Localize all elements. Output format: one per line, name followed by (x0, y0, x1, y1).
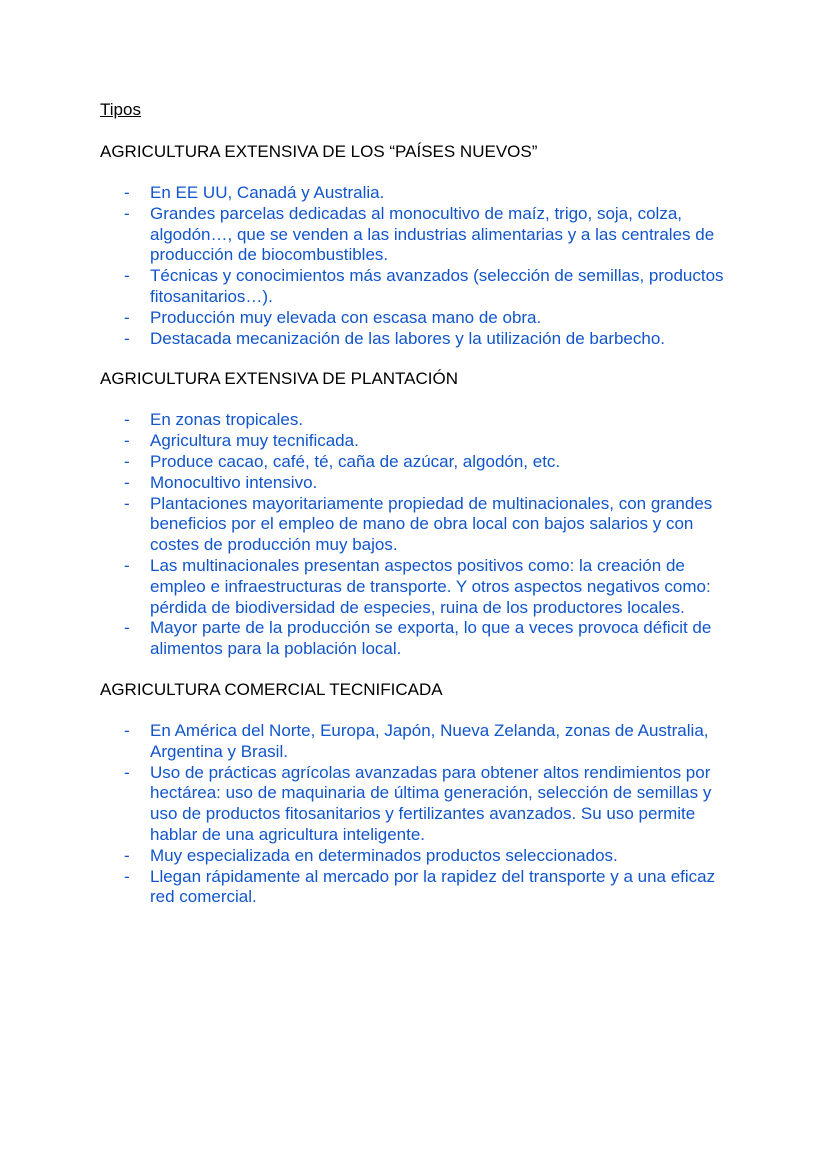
bullet-dash: - (124, 451, 130, 471)
section-heading-comercial-tecnificada: AGRICULTURA COMERCIAL TECNIFICADA (100, 679, 443, 699)
bullet-dash: - (124, 431, 130, 451)
list-item-text: En zonas tropicales. (150, 410, 304, 430)
list-item (100, 556, 740, 618)
section-list-comercial-tecnificada (100, 721, 740, 908)
list-item (100, 494, 740, 556)
list-item (100, 204, 740, 266)
bullet-dash: - (124, 866, 130, 886)
bullet-dash: - (124, 472, 130, 492)
list-item (100, 329, 740, 350)
page-title: Tipos (100, 100, 141, 119)
bullet-dash: - (124, 720, 130, 740)
bullet-dash: - (124, 266, 130, 286)
list-item-text: Produce cacao, café, té, caña de azúcar, algodón, etc. (150, 451, 561, 471)
list-item (100, 431, 740, 452)
section-heading-paises-nuevos: AGRICULTURA EXTENSIVA DE LOS “PAÍSES NUEVOS” (100, 142, 538, 161)
list-item (100, 473, 740, 494)
section-list-paises-nuevos (100, 183, 740, 349)
list-item (100, 721, 740, 763)
bullet-dash: - (124, 762, 130, 782)
bullet-dash: - (124, 307, 130, 327)
list-item-text: Producción muy elevada con escasa mano de obra. (150, 307, 542, 327)
bullet-dash: - (124, 618, 130, 638)
bullet-dash: - (124, 493, 130, 513)
list-item-text: Mayor parte de la producción se exporta, lo que a veces provoca déficit de alimentos para la población local. (150, 618, 712, 659)
list-item (100, 867, 740, 909)
bullet-dash: - (124, 183, 130, 202)
list-item (100, 763, 740, 846)
list-item-text: Técnicas y conocimientos más avanzados (selección de semillas, productos fitosanitarios…). (150, 266, 724, 306)
list-item (100, 452, 740, 473)
list-item (100, 410, 740, 431)
list-item (100, 308, 740, 329)
list-item-text: Monocultivo intensivo. (150, 472, 318, 492)
list-item-text: Plantaciones mayoritariamente propiedad de multinacionales, con grandes beneficios por el empleo de mano de obra local con bajos salarios y con costes de producción muy bajos. (150, 493, 713, 555)
list-item-text: Muy especializada en determinados productos seleccionados. (150, 845, 618, 865)
document-body (100, 100, 740, 908)
bullet-dash: - (124, 328, 130, 348)
list-item (100, 266, 740, 308)
list-item-text: Llegan rápidamente al mercado por la rapidez del transporte y a una eficaz red comercial. (150, 866, 716, 907)
list-item-text: Uso de prácticas agrícolas avanzadas para obtener altos rendimientos por hectárea: uso de maquinaria de última generación, selección de semillas y uso de productos fitosanitarios y fertilizantes avanzados. Su uso permite hablar de una agricultura inteligente. (150, 762, 712, 844)
list-item-text: Las multinacionales presentan aspectos positivos como: la creación de empleo e infraestructuras de transporte. Y otros aspectos negativos como: pérdida de biodiversidad de especies, ruina de los productores locales. (150, 555, 711, 617)
list-item-text: Destacada mecanización de las labores y la utilización de barbecho. (150, 328, 666, 348)
list-item-text: Grandes parcelas dedicadas al monocultivo de maíz, trigo, soja, colza, algodón…, que se venden a las industrias alimentarias y a las centrales de producción de biocombustibles. (150, 203, 715, 265)
list-item (100, 846, 740, 867)
section-list-plantacion (100, 410, 740, 660)
list-item-text: En América del Norte, Europa, Japón, Nueva Zelanda, zonas de Australia, Argentina y Brasil. (150, 720, 709, 761)
bullet-dash: - (124, 410, 130, 430)
list-item (100, 618, 740, 660)
bullet-dash: - (124, 845, 130, 865)
section-heading-plantacion: AGRICULTURA EXTENSIVA DE PLANTACIÓN (100, 369, 459, 389)
list-item-text: En EE UU, Canadá y Australia. (150, 183, 385, 202)
bullet-dash: - (124, 555, 130, 575)
bullet-dash: - (124, 203, 130, 223)
list-item-text: Agricultura muy tecnificada. (150, 431, 359, 451)
list-item (100, 183, 740, 204)
